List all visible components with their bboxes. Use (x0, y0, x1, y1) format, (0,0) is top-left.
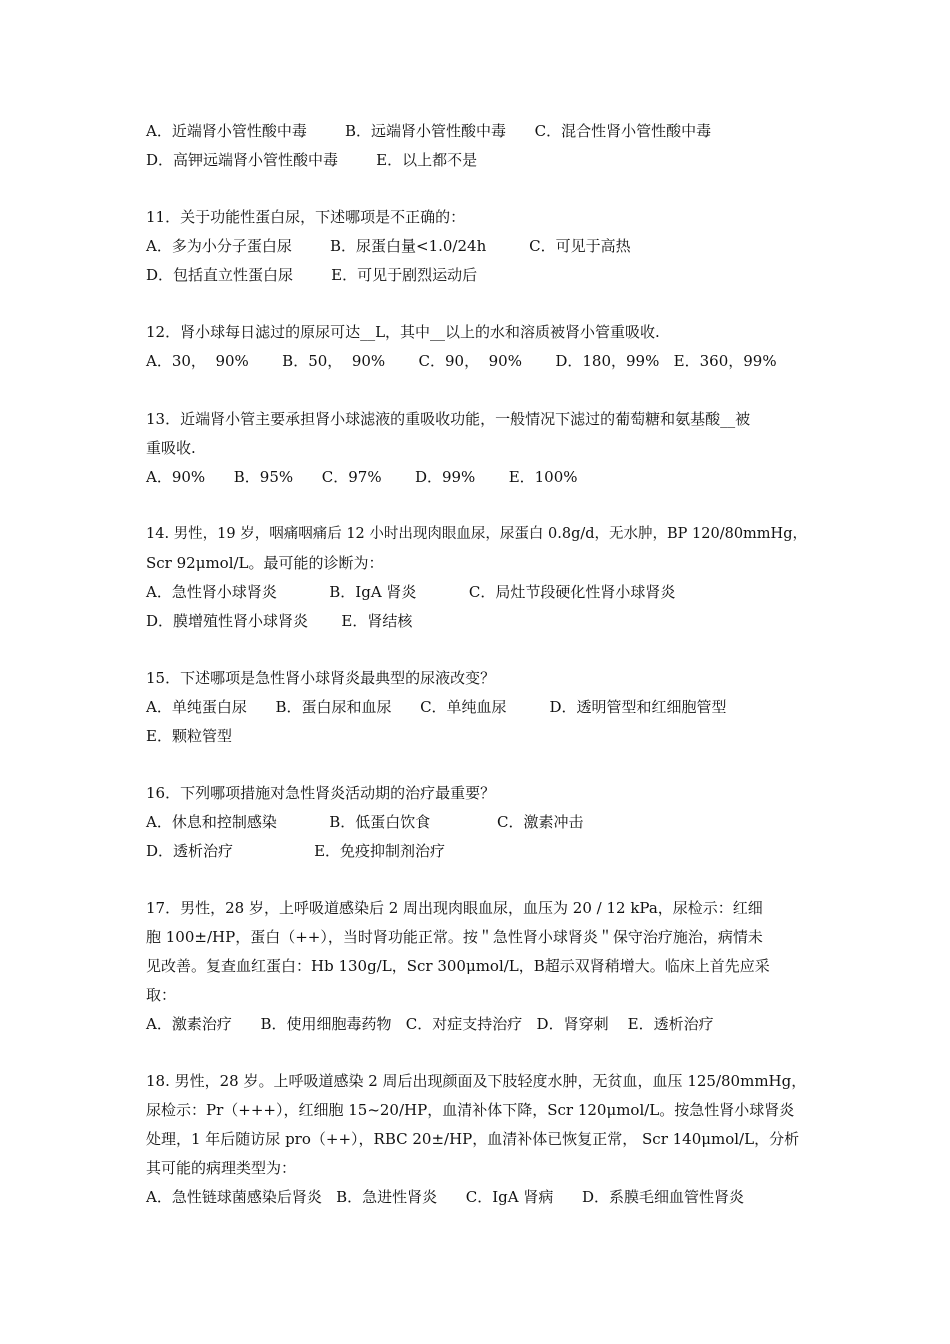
option-line: A．急性链球菌感染后肾炎 B．急进性肾炎 C．IgA 肾病 D．系膜毛细血管性肾炎 (146, 1188, 745, 1206)
question-stem: 15．下述哪项是急性肾小球肾炎最典型的尿液改变？ (146, 669, 496, 687)
question-stem: 18. 男性，28 岁。上呼吸道感染 2 周后出现颜面及下肢轻度水肿，无贫血，血压 125/80mmHg， (146, 1072, 807, 1090)
question-13 (146, 405, 811, 492)
question-stem: 其可能的病理类型为： (146, 1159, 297, 1177)
question-stem: 取： (146, 986, 177, 1004)
option-line: A．单纯蛋白尿 B．蛋白尿和血尿 C．单纯血尿 D．透明管型和红细胞管型 (146, 698, 727, 716)
option-line: A．近端肾小管性酸中毒 B．远端肾小管性酸中毒 C．混合性肾小管性酸中毒 (146, 122, 712, 140)
question-18 (146, 1067, 811, 1212)
question-10-options (146, 117, 811, 175)
option-line: A．30， 90% B．50， 90% C．90， 90% D．180，99% E．360，99% (146, 352, 777, 370)
option-line: D．高钾远端肾小管性酸中毒 E．以上都不是 (146, 151, 478, 169)
question-12 (146, 318, 811, 376)
option-line: A．急性肾小球肾炎 B．IgA 肾炎 C．局灶节段硬化性肾小球肾炎 (146, 583, 676, 601)
option-line: A．激素治疗 B．使用细胞毒药物 C．对症支持治疗 D．肾穿刺 E．透析治疗 (146, 1015, 714, 1033)
option-line: A．休息和控制感染 B．低蛋白饮食 C．激素冲击 (146, 813, 584, 831)
question-stem: 13．近端肾小管主要承担肾小球滤液的重吸收功能，一般情况下滤过的葡萄糖和氨基酸__被 (146, 410, 751, 428)
option-line: A．多为小分子蛋白尿 B．尿蛋白量<1.0/24h C．可见于高热 (146, 237, 631, 255)
question-stem: 胞 100±/HP，蛋白（++），当时肾功能正常。按＂急性肾小球肾炎＂保守治疗施治，病情未 (146, 928, 763, 946)
question-stem: 见改善。复查血红蛋白：Hb 130g/L，Scr 300μmol/L，B超示双肾稍增大。临床上首先应采 (146, 957, 770, 975)
option-line: D．膜增殖性肾小球肾炎 E．肾结核 (146, 612, 413, 630)
question-stem: 16．下列哪项措施对急性肾炎活动期的治疗最重要？ (146, 784, 496, 802)
question-stem: Scr 92μmol/L。最可能的诊断为： (146, 554, 384, 572)
question-stem: 17．男性，28 岁，上呼吸道感染后 2 周出现肉眼血尿，血压为 20 / 12 kPa，尿检示：红细 (146, 899, 763, 917)
question-stem: 12．肾小球每日滤过的原尿可达__L，其中__以上的水和溶质被肾小管重吸收. (146, 323, 660, 341)
question-17 (146, 894, 811, 1039)
question-11 (146, 203, 811, 290)
question-stem: 11．关于功能性蛋白尿，下述哪项是不正确的： (146, 208, 466, 226)
question-stem: 重吸收. (146, 439, 196, 457)
option-line: D．透析治疗 E．免疫抑制剂治疗 (146, 842, 446, 860)
question-stem: 尿检示：Pr（+++），红细胞 15~20/HP，血清补体下降，Scr 120μmol/L。按急性肾小球肾炎 (146, 1101, 795, 1119)
question-stem: 处理，1 年后随访尿 pro（++），RBC 20±/HP，血清补体已恢复正常， Scr 140μmol/L，分析 (146, 1130, 800, 1148)
option-line: A．90% B．95% C．97% D．99% E．100% (146, 468, 578, 486)
question-15 (146, 664, 811, 751)
question-stem: 14. 男性，19 岁，咽痛咽痛后 12 小时出现肉眼血尿，尿蛋白 0.8g/d，无水肿，BP 120/80mmHg， (146, 526, 807, 542)
option-line: E．颗粒管型 (146, 727, 232, 745)
question-16 (146, 779, 811, 866)
option-line: D．包括直立性蛋白尿 E．可见于剧烈运动后 (146, 266, 478, 284)
question-14 (146, 520, 811, 636)
